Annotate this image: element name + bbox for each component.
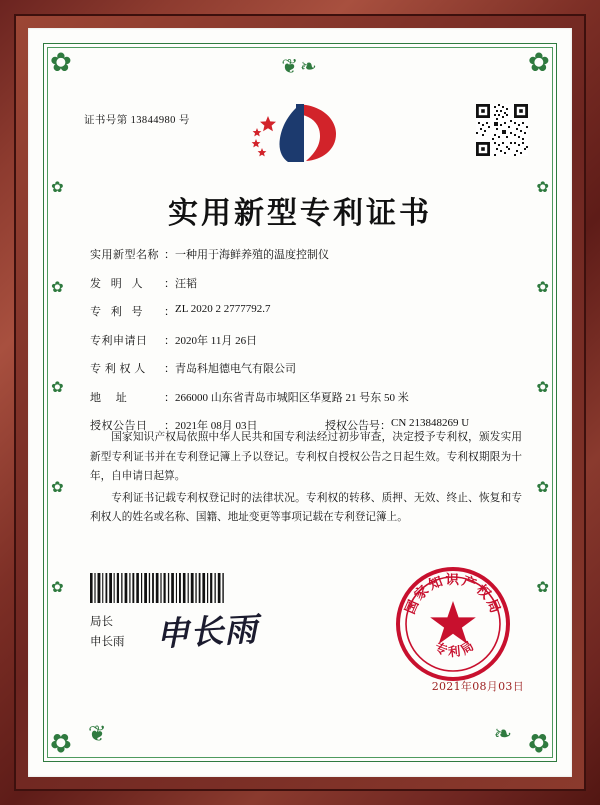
field-colon: ： <box>164 334 175 347</box>
field-row-inventor <box>90 275 524 291</box>
page-title: 实用新型专利证书 <box>168 196 432 231</box>
legal-text-block <box>90 428 522 530</box>
qr-code-icon <box>476 104 528 156</box>
side-ornament-right-2: ✿ <box>536 278 549 296</box>
grant-number-label: 授权公告号 <box>325 420 380 432</box>
field-colon: ： <box>164 420 175 432</box>
field-colon: ： <box>164 249 175 261</box>
top-center-ornament: ❦❧ <box>281 54 319 78</box>
signature-labels <box>90 613 125 652</box>
grant-date-label: 授权公告日 <box>90 420 148 432</box>
field-colon: ： <box>380 420 391 432</box>
handwritten-signature: 申长雨 <box>155 609 260 654</box>
field-label: 专利申请日 <box>90 334 148 347</box>
field-value: 青岛科旭德电气有限公司 <box>175 363 296 375</box>
certificate-fields <box>90 246 524 446</box>
signature-name: 申长雨 <box>90 635 125 648</box>
signature-role: 局长 <box>90 616 113 628</box>
field-label: 专 利 权 人 <box>90 363 146 375</box>
certificate-number: 证书号第 13844980 号 <box>84 115 190 126</box>
field-colon: ： <box>164 277 175 290</box>
side-ornament-left-2: ✿ <box>51 278 64 296</box>
field-colon: ： <box>164 306 175 318</box>
field-value: 汪韬 <box>175 277 197 290</box>
side-ornament-left-5: ✿ <box>51 578 64 596</box>
corner-ornament-bottom-right: ✿ <box>528 727 550 757</box>
field-colon: ： <box>164 391 175 404</box>
field-value: ZL 2020 2 2777792.7 <box>175 303 271 315</box>
field-row-patent-number <box>90 303 524 319</box>
side-ornament-left-1: ✿ <box>51 178 64 196</box>
field-value: 一种用于海鲜养殖的温度控制仪 <box>175 249 329 261</box>
corner-ornament-top-left: ✿ <box>50 48 72 78</box>
field-row-address <box>90 389 524 405</box>
side-ornament-left-4: ✿ <box>51 478 64 496</box>
barcode-icon <box>90 573 226 603</box>
field-colon: ： <box>164 363 175 375</box>
certificate-paper <box>28 28 572 777</box>
field-row-application-date <box>90 332 524 348</box>
field-row-patentee <box>90 360 524 376</box>
field-row-invention-name <box>90 246 524 262</box>
side-ornament-right-1: ✿ <box>536 178 549 196</box>
field-label: 专 利 号 <box>90 306 146 318</box>
grant-number-value: CN 213848269 U <box>391 417 470 429</box>
side-ornament-right-3: ✿ <box>536 378 549 396</box>
corner-ornament-top-right: ✿ <box>528 48 550 78</box>
official-red-seal-icon <box>394 565 512 683</box>
legal-paragraph-2: 专利证书记载专利权登记时的法律状况。专利权的转移、质押、无效、终止、恢复和专利权人的姓名或名称、国籍、地址变更等事项记载在专利登记簿上。 <box>90 492 522 524</box>
side-ornament-left-3: ✿ <box>51 378 64 396</box>
field-label: 地 址 <box>90 391 133 404</box>
field-label: 实用新型名称 <box>90 249 159 261</box>
legal-paragraph-1: 国家知识产权局依照中华人民共和国专利法经过初步审查，决定授予专利权，颁发实用新型专利证书并在专利登记簿上予以登记。专利权自授权公告之日起生效。专利权期限为十年，自申请日起算。 <box>90 432 522 483</box>
grant-date-value: 2021年 08月 03日 <box>175 420 258 432</box>
svg-text:专利局: 专利局 <box>432 636 479 660</box>
side-ornament-right-5: ✿ <box>536 578 549 596</box>
bottom-ornament-right: ❧ <box>493 722 512 747</box>
cnipa-emblem-icon <box>240 98 360 168</box>
field-value: 266000 山东省青岛市城阳区华夏路 21 号东 50 米 <box>175 391 409 404</box>
bottom-ornament-left: ❦ <box>88 722 107 747</box>
side-ornament-right-4: ✿ <box>536 478 549 496</box>
seal-date: 2021年08月03日 <box>431 680 524 693</box>
svg-text:国家知识产权局: 国家知识产权局 <box>402 571 504 618</box>
field-value: 2020年 11月 26日 <box>175 334 258 347</box>
field-label: 发 明 人 <box>90 277 146 290</box>
corner-ornament-bottom-left: ✿ <box>50 727 72 757</box>
